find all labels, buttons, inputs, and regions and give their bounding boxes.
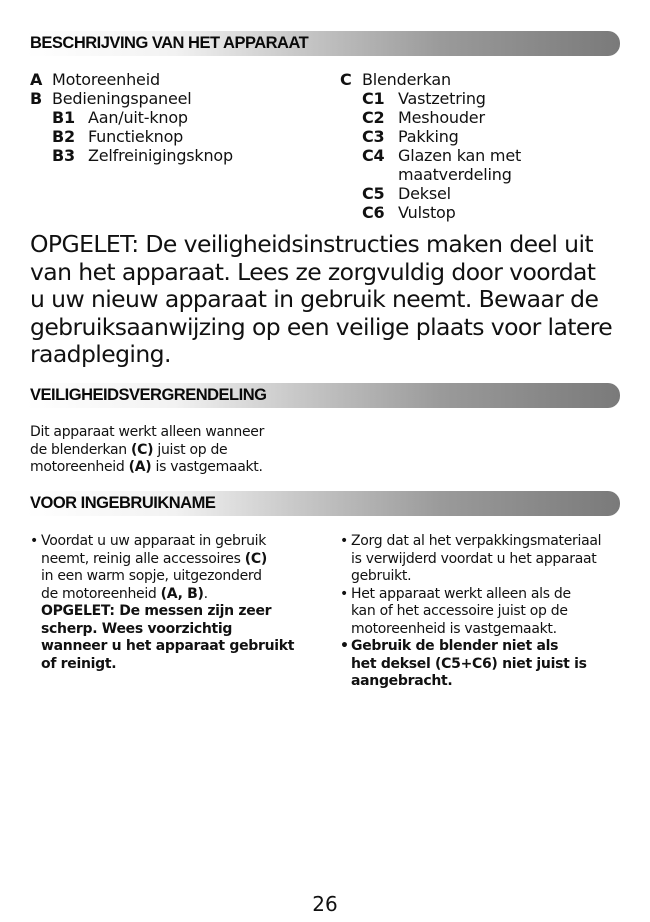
text-line	[41, 586, 330, 604]
list-item	[340, 146, 620, 165]
part-label: Deksel	[398, 184, 451, 203]
text-line: Voordat u uw apparaat in gebruik	[41, 533, 267, 549]
text-run: neemt, reinig alle accessoires	[41, 550, 245, 567]
text-line: Het apparaat werkt alleen als de	[351, 585, 571, 602]
list-item	[30, 108, 330, 127]
text-line-bold: of reinigt.	[41, 655, 117, 672]
text-run-bold: (A, B)	[160, 585, 204, 602]
warning-line: van het apparaat. Lees ze zorgvuldig door voordat	[30, 257, 596, 286]
safety-warning	[30, 231, 620, 369]
text-run: is vastgemaakt.	[151, 459, 263, 475]
text-line	[30, 459, 330, 477]
part-label: Vastzetring	[398, 89, 486, 108]
text-line: gebruikt.	[351, 568, 412, 584]
parts-list-right	[340, 70, 620, 222]
part-label: Motoreenheid	[52, 70, 160, 89]
part-code: B3	[52, 146, 75, 165]
text-run: de blenderkan	[30, 441, 132, 458]
bullet-icon: •	[30, 533, 38, 549]
text-run: motoreenheid	[30, 459, 129, 475]
list-item	[340, 89, 620, 108]
text-line: Dit apparaat werkt alleen wanneer	[30, 424, 265, 440]
text-line-bold: aangebracht.	[351, 673, 453, 689]
warning-line: raadpleging.	[30, 340, 171, 368]
safety-lock-text	[30, 424, 330, 477]
part-label: Vulstop	[398, 203, 456, 222]
bullet-item	[30, 533, 330, 673]
part-label: Functieknop	[88, 127, 184, 146]
bullet-icon: •	[340, 585, 348, 602]
part-code: B1	[52, 108, 75, 127]
section-title: BESCHRIJVING VAN HET APPARAAT	[30, 34, 309, 52]
part-code: C2	[362, 108, 385, 127]
part-code: C4	[362, 146, 385, 165]
part-label: Bedieningspaneel	[52, 89, 192, 108]
warning-line: u uw nieuw apparaat in gebruik neemt. Bewaar de	[30, 285, 599, 313]
part-label: Meshouder	[398, 108, 485, 127]
part-code: B	[30, 89, 42, 108]
text-line: in een warm sopje, uitgezonderd	[41, 568, 262, 584]
list-item	[30, 146, 330, 165]
list-item	[30, 70, 330, 89]
before-use-left	[30, 533, 330, 673]
warning-line: gebruiksaanwijzing op een veilige plaats voor latere	[30, 312, 613, 341]
warning-line: OPGELET: De veiligheidsinstructies maken deel uit	[30, 230, 593, 258]
list-item	[340, 184, 620, 203]
text-line-bold: wanneer u het apparaat gebruikt	[41, 638, 295, 654]
part-code: C1	[362, 89, 385, 108]
section-header-description	[26, 31, 620, 56]
section-title: VOOR INGEBRUIKNAME	[30, 494, 216, 512]
part-code: C5	[362, 184, 385, 203]
text-line-bold: Gebruik de blender niet als	[351, 638, 559, 654]
text-line-bold: het deksel (C5+C6) niet juist is	[351, 655, 587, 672]
part-code: C	[340, 70, 352, 89]
list-item	[30, 89, 330, 108]
bullet-item	[340, 638, 630, 691]
text-line: kan of het accessoire juist op de	[351, 603, 568, 619]
part-code: C6	[362, 203, 385, 222]
before-use-right	[340, 533, 630, 691]
part-code: C3	[362, 127, 385, 146]
part-label: Zelfreinigingsknop	[88, 146, 233, 165]
list-item	[340, 127, 620, 146]
part-code: A	[30, 70, 43, 89]
bullet-item	[340, 586, 630, 639]
page-number: 26	[312, 892, 338, 916]
text-line-bold: scherp. Wees voorzichtig	[41, 620, 233, 637]
part-label: Blenderkan	[362, 70, 451, 89]
part-label: Aan/uit-knop	[88, 108, 188, 127]
list-item	[340, 70, 620, 89]
part-label: Pakking	[398, 127, 459, 146]
list-item	[340, 203, 620, 222]
text-line	[30, 442, 330, 460]
text-run: de motoreenheid	[41, 585, 161, 602]
section-header-safety-lock	[26, 383, 620, 408]
bullet-icon: •	[340, 638, 349, 654]
text-line: Zorg dat al het verpakkingsmateriaal	[351, 533, 602, 549]
part-code: B2	[52, 127, 75, 146]
text-line	[41, 551, 330, 569]
text-line: motoreenheid is vastgemaakt.	[351, 620, 557, 637]
section-title: VEILIGHEIDSVERGRENDELING	[30, 386, 267, 404]
text-run-bold: (C)	[131, 441, 154, 458]
text-line: is verwijderd voordat u het apparaat	[351, 550, 597, 567]
list-item-continuation	[340, 165, 620, 184]
list-item	[340, 108, 620, 127]
part-label: Glazen kan met	[398, 146, 522, 165]
text-run: juist op de	[153, 441, 228, 458]
bullet-item	[340, 533, 630, 586]
bullet-icon: •	[340, 533, 348, 549]
parts-list-left	[30, 70, 330, 165]
text-line-bold: OPGELET: De messen zijn zeer	[41, 603, 272, 619]
text-run: .	[203, 585, 208, 602]
text-run-bold: (A)	[128, 459, 152, 475]
list-item	[30, 127, 330, 146]
part-label: maatverdeling	[398, 165, 512, 184]
section-header-before-use	[26, 491, 620, 516]
text-run-bold: (C)	[244, 550, 267, 567]
